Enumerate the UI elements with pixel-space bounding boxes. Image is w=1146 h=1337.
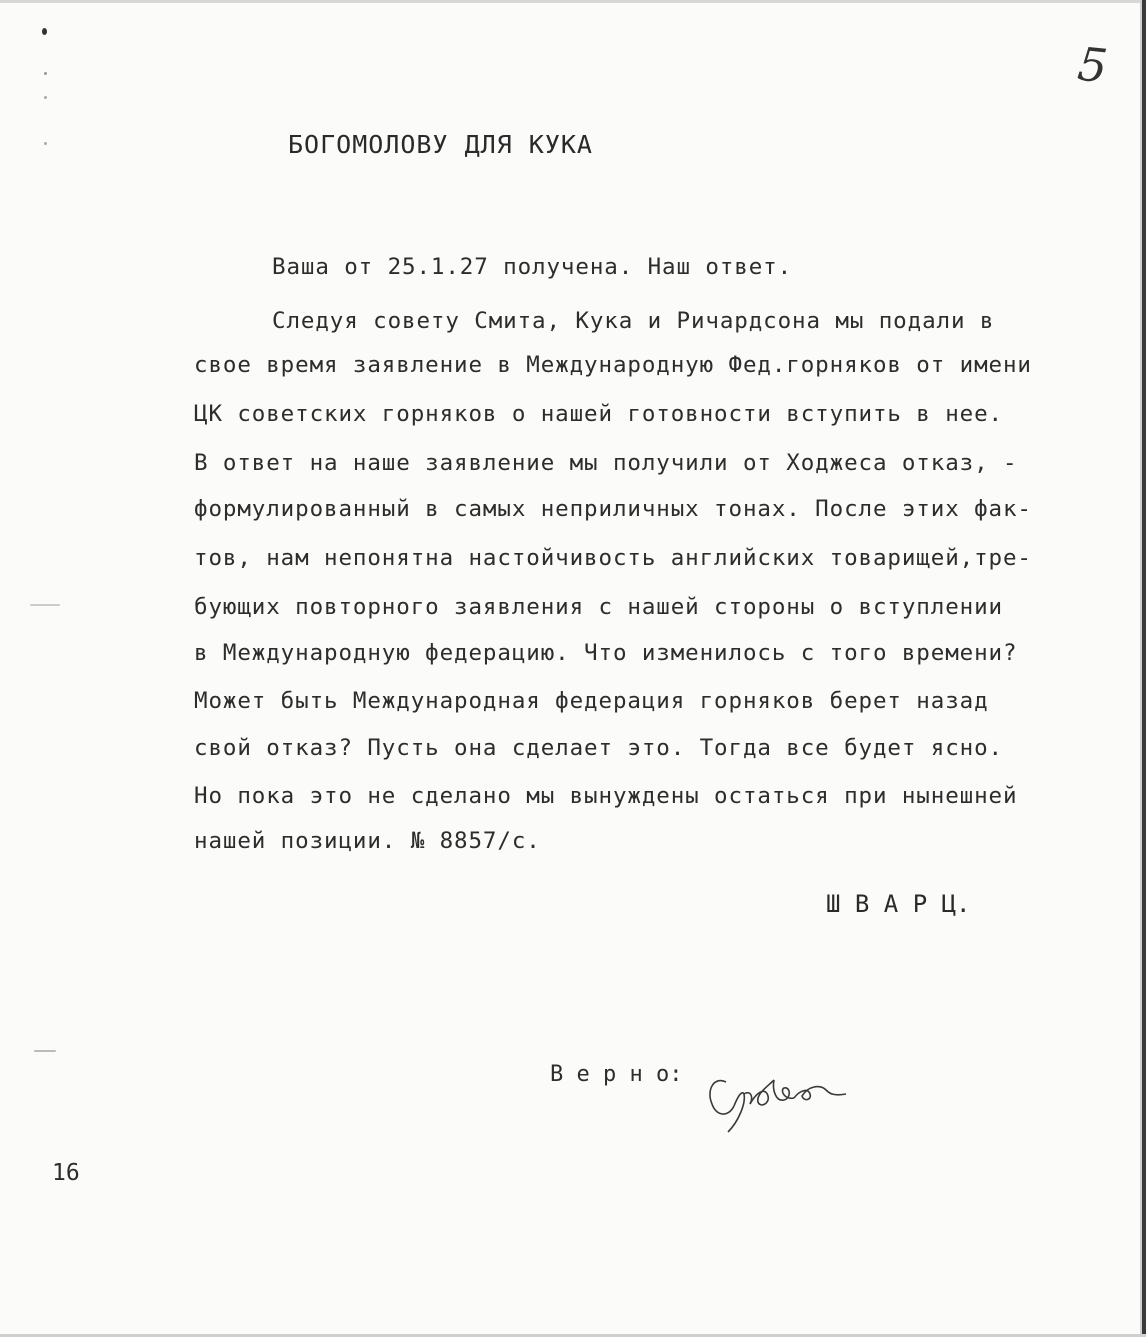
corner-number: 16 [52, 1160, 80, 1186]
page-number: 5 [1075, 36, 1111, 94]
scan-speck [34, 1050, 56, 1052]
typed-signature: Ш В А Р Ц. [826, 890, 971, 918]
body-line: свое время заявление в Международную Фед.горняков от имени [194, 352, 1032, 378]
punch-mark [44, 96, 47, 99]
document-heading: БОГОМОЛОВУ ДЛЯ КУКА [288, 130, 593, 159]
punch-mark [44, 72, 47, 75]
body-line: тов, нам непонятна настойчивость английских товарищей,тре- [194, 545, 1032, 571]
body-line: нашей позиции. № 8857/с. [194, 828, 541, 854]
scan-edge-top [0, 0, 1146, 3]
punch-mark [44, 142, 47, 145]
body-line: свой отказ? Пусть она сделает это. Тогда все будет ясно. [194, 735, 1003, 761]
body-line: Но пока это не сделано мы вынуждены остаться при нынешней [194, 783, 1018, 809]
handwritten-signature-text: Сурова [704, 1139, 708, 1140]
handwritten-signature [704, 1060, 854, 1140]
scan-edge-right [1142, 0, 1146, 1337]
scan-edge-right-inner [1140, 0, 1142, 1337]
body-line: формулированный в самых неприличных тонах. После этих фак- [194, 496, 1032, 522]
body-line: бующих повторного заявления с нашей стороны о вступлении [194, 594, 1003, 620]
body-line: В ответ на наше заявление мы получили от Ходжеса отказ, - [194, 450, 1018, 476]
verification-label: В е р н о: [550, 1062, 683, 1087]
body-line: Следуя совету Смита, Кука и Ричардсона мы подали в [272, 308, 995, 334]
body-line: ЦК советских горняков о нашей готовности вступить в нее. [194, 401, 1003, 427]
scan-speck [30, 604, 60, 606]
body-line: в Международную федерацию. Что изменилось с того времени? [194, 640, 1018, 666]
punch-mark [42, 28, 47, 35]
body-line: Ваша от 25.1.27 получена. Наш ответ. [272, 254, 793, 280]
body-line: Может быть Международная федерация горняков берет назад [194, 688, 989, 714]
